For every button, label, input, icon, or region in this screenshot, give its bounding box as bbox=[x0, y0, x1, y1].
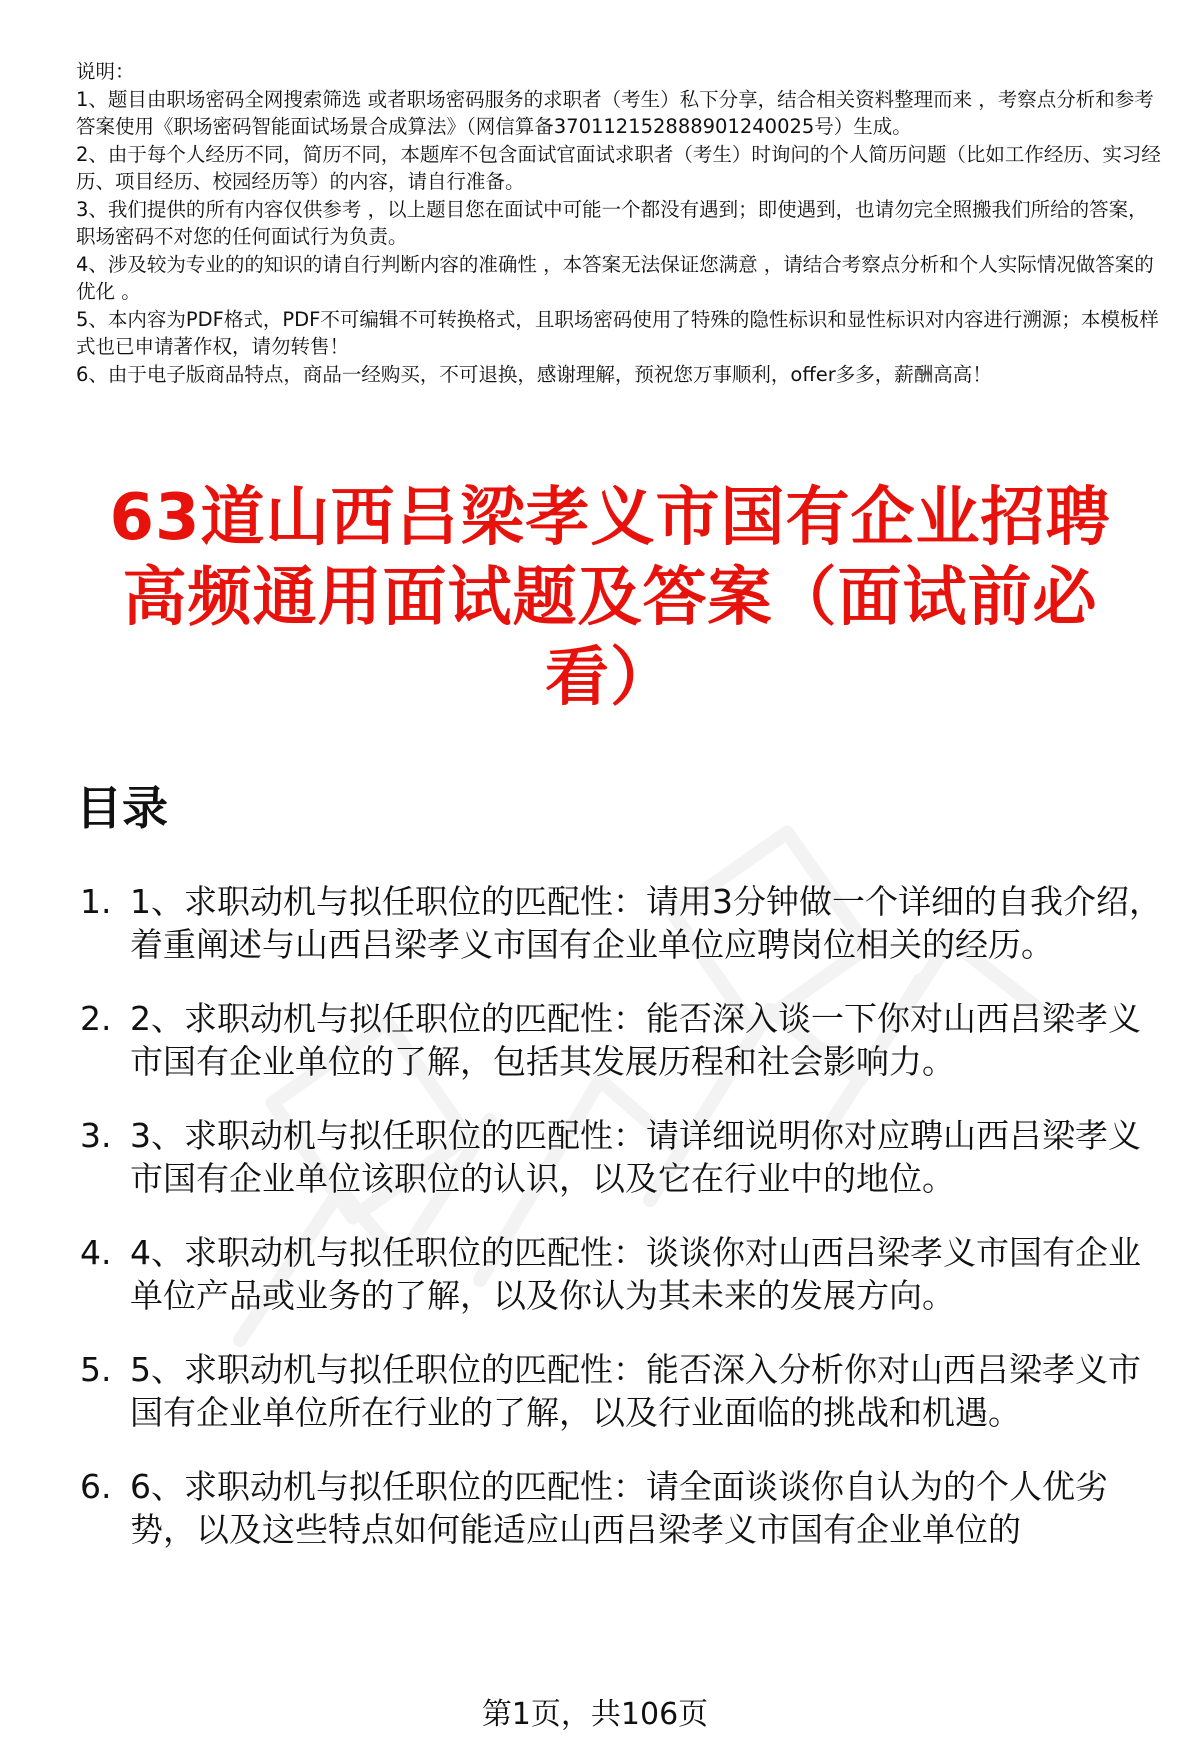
toc-item[interactable] bbox=[76, 1348, 1166, 1434]
toc-item-text: 1、求职动机与拟任职位的匹配性：请用3分钟做一个详细的自我介绍，着重阐述与山西吕梁孝义市国有企业单位应聘岗位相关的经历。 bbox=[130, 882, 1162, 964]
toc-item-text: 2、求职动机与拟任职位的匹配性：能否深入谈一下你对山西吕梁孝义市国有企业单位的了解，包括其发展历程和社会影响力。 bbox=[130, 999, 1141, 1081]
toc-item-number: 2. bbox=[80, 999, 112, 1038]
notice-item: 1、题目由职场密码全网搜索筛选 或者职场密码服务的求职者（考生）私下分享，结合相关资料整理而来 ，考察点分析和参考答案使用《职场密码智能面试场景合成算法》（网信算备370112152888901240025号）生成。 bbox=[76, 87, 1154, 138]
toc-item-number: 3. bbox=[80, 1116, 112, 1155]
toc-item[interactable] bbox=[76, 880, 1166, 966]
toc-item-text: 3、求职动机与拟任职位的匹配性：请详细说明你对应聘山西吕梁孝义市国有企业单位该职位的认识，以及它在行业中的地位。 bbox=[130, 1116, 1141, 1198]
notice-item: 3、我们提供的所有内容仅供参考 ，以上题目您在面试中可能一个都没有遇到；即使遇到，也请勿完全照搬我们所给的答案，职场密码不对您的任何面试行为负责。 bbox=[76, 197, 1148, 248]
toc-item[interactable] bbox=[76, 1114, 1166, 1200]
notice-item: 2、由于每个人经历不同，简历不同，本题库不包含面试官面试求职者（考生）时询问的个人简历问题（比如工作经历、实习经历、项目经历、校园经历等）的内容，请自行准备。 bbox=[76, 142, 1161, 193]
toc-item[interactable] bbox=[76, 1465, 1166, 1551]
toc-item-text: 6、求职动机与拟任职位的匹配性：请全面谈谈你自认为的个人优劣势，以及这些特点如何能适应山西吕梁孝义市国有企业单位的 bbox=[130, 1467, 1108, 1549]
toc-item[interactable] bbox=[76, 1231, 1166, 1317]
page-footer: 第1页，共106页 bbox=[481, 1697, 709, 1732]
toc-item-number: 6. bbox=[80, 1467, 112, 1506]
document-title: 63道山西吕梁孝义市国有企业招聘高频通用面试题及答案（面试前必看） bbox=[109, 481, 1111, 715]
toc-list bbox=[76, 880, 1166, 1582]
notice-item: 6、由于电子版商品特点，商品一经购买，不可退换，感谢理解，预祝您万事顺利，offer多多，薪酬高高！ bbox=[76, 362, 992, 386]
notice-section bbox=[76, 58, 1166, 388]
toc-item-number: 1. bbox=[80, 882, 112, 921]
toc-heading: 目录 bbox=[76, 781, 168, 835]
notice-item: 4、涉及较为专业的的知识的请自行判断内容的准确性 ，本答案无法保证您满意 ，请结合考察点分析和个人实际情况做答案的优化 。 bbox=[76, 252, 1154, 303]
toc-item-text: 4、求职动机与拟任职位的匹配性：谈谈你对山西吕梁孝义市国有企业单位产品或业务的了解，以及你认为其未来的发展方向。 bbox=[130, 1233, 1141, 1315]
toc-item[interactable] bbox=[76, 997, 1166, 1083]
toc-item-number: 5. bbox=[80, 1350, 112, 1389]
toc-item-text: 5、求职动机与拟任职位的匹配性：能否深入分析你对山西吕梁孝义市国有企业单位所在行业的了解，以及行业面临的挑战和机遇。 bbox=[130, 1350, 1141, 1432]
notice-item: 5、本内容为PDF格式，PDF不可编辑不可转换格式，且职场密码使用了特殊的隐性标识和显性标识对内容进行溯源；本模板样式也已申请著作权，请勿转售！ bbox=[76, 307, 1159, 358]
toc-item-number: 4. bbox=[80, 1233, 112, 1272]
notice-title: 说明： bbox=[76, 60, 135, 83]
